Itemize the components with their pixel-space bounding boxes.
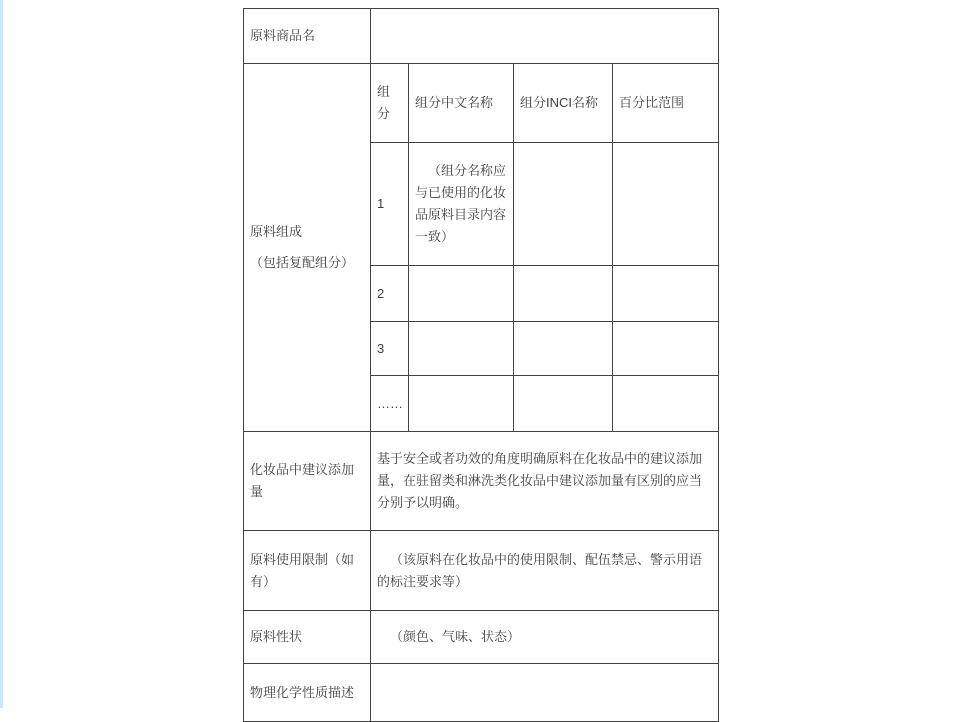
physicochemical-content-cell [371, 664, 719, 722]
recommended-dosage-label: 化妆品中建议添加量 [250, 462, 355, 499]
raw-material-form-table [243, 8, 719, 722]
composition-label-sub: （包括复配组分） [250, 255, 355, 270]
usage-restriction-content-cell [371, 531, 719, 611]
composition-label-main: 原料组成 [250, 224, 303, 239]
trade-name-row [244, 9, 719, 64]
component-ellipsis-inci-name-cell [514, 376, 613, 432]
component-1-cn-name-note: （组分名称应与已使用的化妆品原料目录内容一致） [415, 163, 507, 244]
component-1-cn-name-cell [409, 143, 514, 266]
usage-restriction-row [244, 531, 719, 611]
component-2-inci-name-cell [514, 266, 613, 322]
recommended-dosage-content-cell [371, 432, 719, 531]
component-1-no: 1 [377, 196, 385, 211]
component-2-no: 2 [377, 285, 385, 301]
component-inci-name-header: 组分INCI名称 [520, 95, 599, 110]
component-3-cn-name-cell [409, 322, 514, 376]
composition-header-row [244, 64, 719, 143]
component-2-no-cell [371, 266, 409, 322]
trade-name-label-cell [244, 9, 371, 64]
component-1-inci-name-cell [514, 143, 613, 266]
recommended-dosage-label-cell [244, 432, 371, 531]
component-ellipsis-no-cell [371, 376, 409, 432]
physicochemical-label-cell [244, 664, 371, 722]
usage-restriction-label: 原料使用限制（如有） [250, 551, 355, 589]
component-ellipsis-percent-cell [613, 376, 719, 432]
component-1-no-cell [371, 143, 409, 266]
component-3-no-cell [371, 322, 409, 376]
component-ellipsis-cn-name-cell [409, 376, 514, 432]
component-3-no: 3 [377, 340, 385, 356]
usage-restriction-content: （该原料在化妆品中的使用限制、配伍禁忌、警示用语的标注要求等） [377, 551, 703, 589]
page-edge-stripe [0, 0, 3, 708]
component-percent-header-cell [613, 64, 719, 143]
material-character-label-cell [244, 611, 371, 664]
component-3-percent-cell [613, 322, 719, 376]
component-ellipsis-no: …… [377, 395, 403, 411]
component-inci-name-header-cell [514, 64, 613, 143]
physicochemical-label: 物理化学性质描述 [250, 684, 355, 700]
trade-name-label: 原料商品名 [250, 28, 316, 43]
recommended-dosage-row [244, 432, 719, 531]
component-2-cn-name-cell [409, 266, 514, 322]
component-percent-header: 百分比范围 [619, 95, 685, 110]
component-3-inci-name-cell [514, 322, 613, 376]
usage-restriction-label-cell [244, 531, 371, 611]
component-no-header-cell [371, 64, 409, 143]
material-character-content-cell [371, 611, 719, 664]
material-character-label: 原料性状 [250, 629, 303, 644]
component-1-percent-cell [613, 143, 719, 266]
physicochemical-row [244, 664, 719, 722]
material-character-content: （颜色、气味、状态） [390, 629, 521, 644]
recommended-dosage-content: 基于安全或者功效的角度明确原料在化妆品中的建议添加量，在驻留类和淋洗类化妆品中建议添加量有区别的应当分别予以明确。 [377, 451, 703, 510]
composition-label-cell [244, 64, 371, 432]
component-cn-name-header-cell [409, 64, 514, 143]
trade-name-value-cell [371, 9, 719, 64]
component-cn-name-header: 组分中文名称 [415, 95, 494, 110]
component-2-percent-cell [613, 266, 719, 322]
component-no-header: 组分 [377, 84, 391, 121]
material-character-row [244, 611, 719, 664]
